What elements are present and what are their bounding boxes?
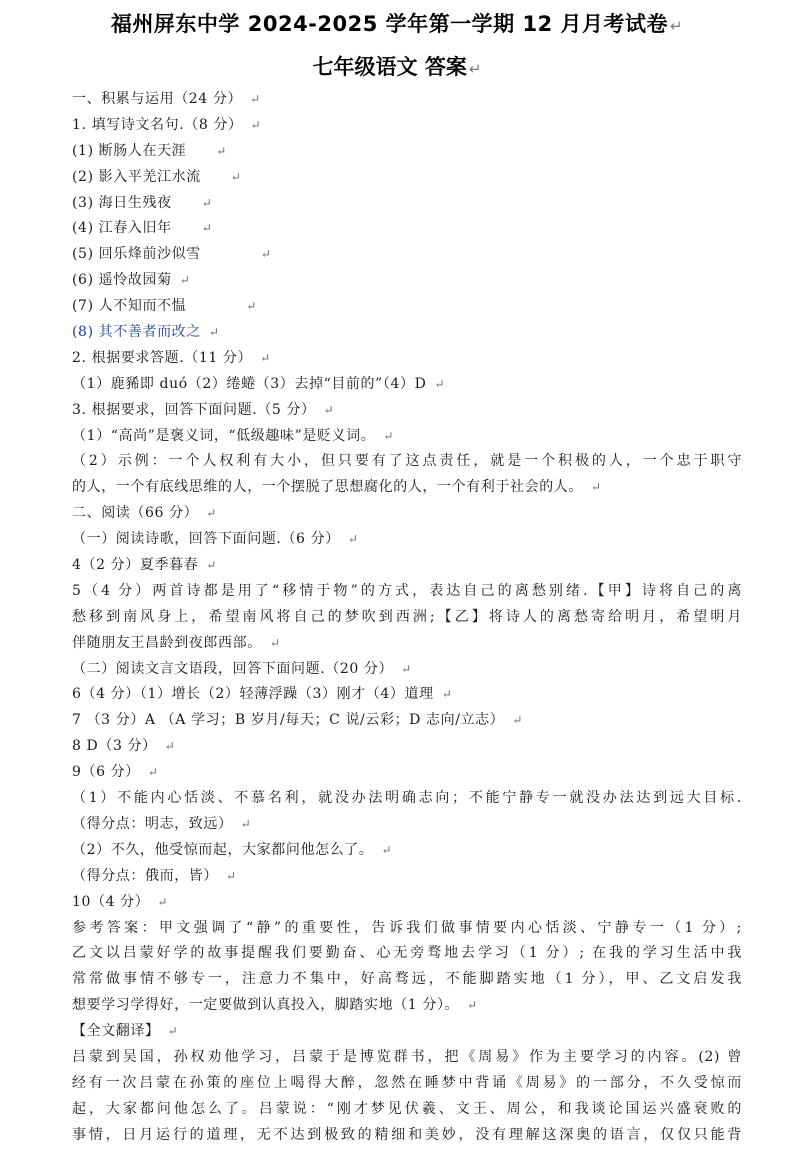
answer-line xyxy=(72,320,742,346)
answer-line xyxy=(72,216,742,242)
paragraph-mark-icon: ↵ xyxy=(164,739,175,754)
answer-line xyxy=(72,916,742,942)
answer-line-text: (2) 影入平羌江水流 xyxy=(72,168,201,185)
answer-line-text: 事情，日月运行的道理，无不达到极致的精细和美妙，没有理解这深奥的语言，仅仅只能背 xyxy=(72,1126,742,1143)
answer-line xyxy=(72,1097,742,1123)
paragraph-mark-icon: ↵ xyxy=(269,635,280,650)
paragraph-mark-icon: ↵ xyxy=(323,402,334,417)
answer-line-text: 起，大家都问他怎么了。吕蒙说：“刚才梦见伏羲、文王、周公，和我谈论国运兴盛衰败的 xyxy=(72,1100,742,1117)
paragraph-mark-icon: ↵ xyxy=(246,299,257,314)
answer-line-text: 7 （3 分）A （A 学习；B 岁月/每天；C 说/云彩；D 志向/立志） xyxy=(72,712,505,729)
answer-line-text: 二、阅读（66 分） xyxy=(72,505,199,522)
answer-line xyxy=(72,682,742,708)
answer-line-text: (4) 江春入旧年 xyxy=(72,220,172,237)
paragraph-mark-icon: ↵ xyxy=(591,480,602,495)
answer-line xyxy=(72,1071,742,1097)
answer-line xyxy=(72,1019,742,1045)
answer-line-text: 5（4 分）两首诗都是用了“移情于物”的方式，表达自己的离愁别绪.【甲】诗将自己的离 xyxy=(72,582,742,599)
answer-line-text: （2）示例：一个人权利有大小，但只要有了这点责任，就是一个积极的人，一个忠于职守 xyxy=(72,453,742,470)
answer-line xyxy=(72,838,742,864)
answer-line-text: 常常做事情不够专一，注意力不集中，好高骛远，不能脚踏实地（1 分），甲、乙文启发我 xyxy=(72,971,742,988)
answer-line-text: 伴随朋友王昌龄到夜郎西部。 xyxy=(72,634,262,651)
answer-line xyxy=(72,890,742,916)
paragraph-mark-icon: ↵ xyxy=(206,558,217,573)
answer-line-text: (3) 海日生残夜 xyxy=(72,194,172,211)
answer-line-text: （1）不能内心恬淡、不慕名利，就没办法明确志向；不能宁静专一就没办法达到远大目标. xyxy=(72,790,742,807)
paragraph-mark-icon: ↵ xyxy=(383,428,394,443)
paragraph-mark-icon: ↵ xyxy=(401,661,412,676)
answer-line-text: 6（4 分）（1）增长（2）轻薄浮躁（3）刚才（4）道理 xyxy=(72,686,434,703)
paragraph-mark-icon: ↵ xyxy=(670,17,684,35)
answer-line xyxy=(72,864,742,890)
exam-title xyxy=(0,8,794,38)
answer-line-text: （1）鹿豨即 duó（2）绻蜷（3）去掉“目前的”（4）D xyxy=(72,375,427,392)
answer-line xyxy=(72,579,742,605)
answer-line-text: 愁移到南风身上，希望南风将自己的梦吹到西洲;【乙】将诗人的离愁寄给明月，希望明月 xyxy=(72,608,742,625)
answer-line xyxy=(72,760,742,786)
paragraph-mark-icon: ↵ xyxy=(260,350,271,365)
answer-line-text: 经有一次吕蒙在孙策的座位上喝得大醉，忽然在睡梦中背诵《周易》的一部分，不久受惊而 xyxy=(72,1074,742,1091)
paragraph-mark-icon: ↵ xyxy=(467,998,478,1013)
answer-line-text: 【全文翻译】 xyxy=(72,1023,160,1040)
paragraph-mark-icon: ↵ xyxy=(201,221,212,236)
paragraph-mark-icon: ↵ xyxy=(208,325,219,340)
answer-line-text: 4（2 分）夏季暮春 xyxy=(72,557,199,574)
answer-line-text: 10（4 分） xyxy=(72,893,150,910)
answer-line-text: （一）阅读诗歌，回答下面问题.（6 分） xyxy=(72,531,340,548)
answer-line-text: 1. 填写诗文名句.（8 分） xyxy=(72,116,243,133)
answer-line xyxy=(72,139,742,165)
answer-line-text: （2）不久，他受惊而起，大家都问他怎么了。 xyxy=(72,841,374,858)
answer-line xyxy=(72,294,742,320)
answer-line xyxy=(72,87,742,113)
answer-line xyxy=(72,527,742,553)
answer-line-text: (6) 遥怜故园菊 xyxy=(72,272,172,289)
answer-line xyxy=(72,657,742,683)
paragraph-mark-icon: ↵ xyxy=(167,1024,178,1039)
paragraph-mark-icon: ↵ xyxy=(260,247,271,262)
answer-line-text: 9（6 分） xyxy=(72,764,140,781)
paragraph-mark-icon: ↵ xyxy=(179,273,190,288)
answer-line xyxy=(72,993,742,1019)
answer-line-text: （1）“高尚”是褒义词，“低级趣味”是贬义词。 xyxy=(72,427,376,444)
paragraph-mark-icon: ↵ xyxy=(250,92,261,106)
answer-line xyxy=(72,113,742,139)
answer-line-text: 的人，一个有底线思维的人，一个摆脱了思想腐化的人，一个有利于社会的人。 xyxy=(72,479,583,496)
answer-line-text: 2. 根据要求答题.（11 分） xyxy=(72,349,253,366)
answer-line xyxy=(72,475,742,501)
answer-line xyxy=(72,1123,742,1149)
answer-line xyxy=(72,812,742,838)
answer-line xyxy=(72,786,742,812)
answer-line xyxy=(72,242,742,268)
answer-line xyxy=(72,941,742,967)
answer-line xyxy=(72,734,742,760)
answer-line xyxy=(72,191,742,217)
paragraph-mark-icon: ↵ xyxy=(201,195,212,210)
answer-line xyxy=(72,967,742,993)
answer-line-text: 吕蒙到吴国，孙权劝他学习，吕蒙于是博览群书，把《周易》作为主要学习的内容。(2) 曾 xyxy=(72,1048,742,1065)
paragraph-mark-icon: ↵ xyxy=(347,532,358,547)
paragraph-mark-icon: ↵ xyxy=(512,713,523,728)
answer-line xyxy=(72,449,742,475)
paragraph-mark-icon: ↵ xyxy=(206,506,217,521)
paragraph-mark-icon: ↵ xyxy=(381,842,392,857)
paragraph-mark-icon: ↵ xyxy=(434,376,445,391)
answer-line xyxy=(72,268,742,294)
answer-line xyxy=(72,398,742,424)
paragraph-mark-icon: ↵ xyxy=(226,868,237,883)
answer-line-text: 3. 根据要求，回答下面问题.（5 分） xyxy=(72,401,316,418)
answer-body xyxy=(72,87,742,1149)
answer-line-text: (7) 人不知而不愠 xyxy=(72,298,187,315)
paragraph-mark-icon: ↵ xyxy=(441,687,452,702)
answer-line xyxy=(72,553,742,579)
answer-line xyxy=(72,424,742,450)
paragraph-mark-icon: ↵ xyxy=(216,143,227,158)
paragraph-mark-icon: ↵ xyxy=(468,60,482,78)
answer-line-text: 8 D（3 分） xyxy=(72,738,157,755)
answer-line xyxy=(72,605,742,631)
answer-line-text: （得分点：俄而，皆） xyxy=(72,867,218,884)
answer-line-text: （二）阅读文言文语段，回答下面问题.（20 分） xyxy=(72,660,394,677)
paragraph-mark-icon: ↵ xyxy=(230,169,241,184)
answer-line-text: 乙文以吕蒙好学的故事提醒我们要勤奋、心无旁骛地去学习（1 分）; 在我的学习生活中我 xyxy=(72,945,742,962)
answer-line xyxy=(72,631,742,657)
exam-subtitle-text: 七年级语文 答案 xyxy=(312,55,467,79)
answer-line-text: 一、积累与运用（24 分） xyxy=(72,91,243,107)
answer-line xyxy=(72,346,742,372)
answer-line xyxy=(72,708,742,734)
answer-line-text: 参考答案：甲文强调了“静”的重要性，告诉我们做事情要内心恬淡、宁静专一（1 分）; xyxy=(72,919,742,936)
answer-line xyxy=(72,501,742,527)
paragraph-mark-icon: ↵ xyxy=(157,894,168,909)
answer-line-text: (8) 其不善者而改之 xyxy=(72,324,201,341)
exam-subtitle xyxy=(0,51,794,81)
answer-line-text: (5) 回乐烽前沙似雪 xyxy=(72,246,201,263)
paragraph-mark-icon: ↵ xyxy=(250,117,261,132)
answer-line-text: 想要学习学得好，一定要做到认真投入，脚踏实地（1 分）。 xyxy=(72,997,460,1014)
answer-line xyxy=(72,372,742,398)
answer-line xyxy=(72,165,742,191)
exam-title-text: 福州屏东中学 2024-2025 学年第一学期 12 月月考试卷 xyxy=(110,12,668,36)
paragraph-mark-icon: ↵ xyxy=(147,765,158,780)
answer-line xyxy=(72,1045,742,1071)
answer-line-text: （得分点：明志，致远） xyxy=(72,815,233,832)
paragraph-mark-icon: ↵ xyxy=(240,816,251,831)
answer-line-text: (1) 断肠人在天涯 xyxy=(72,142,187,159)
